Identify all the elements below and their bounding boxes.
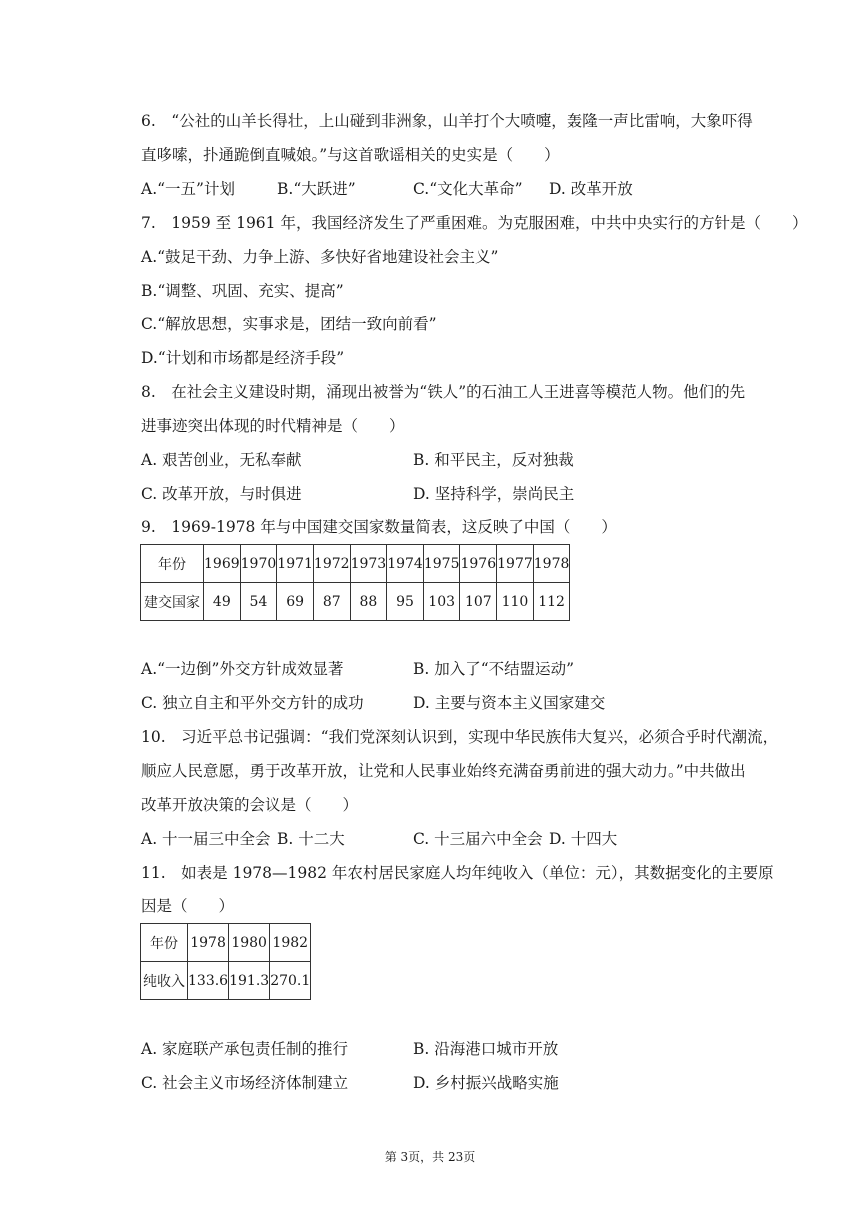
table-cell: 270.1: [270, 962, 311, 1000]
table-cell: 133.6: [188, 962, 229, 1000]
q7-option-a: A.“鼓足干劲、力争上游、多快好省地建设社会主义”: [141, 248, 499, 266]
table-header-cell: 1977: [497, 545, 534, 583]
q6-option-c: C.“文化大革命”: [413, 180, 523, 198]
table-header-cell: 1982: [270, 924, 311, 962]
q8-stem-line1: 8. 在社会主义建设时期，涌现出被誉为“铁人”的石油工人王进喜等模范人物。他们的先: [141, 383, 746, 401]
table-header-cell: 年份: [141, 545, 204, 583]
table-row: [141, 924, 311, 962]
table-row-label: 建交国家: [141, 583, 204, 621]
table-cell: 191.3: [229, 962, 270, 1000]
table-cell: 54: [240, 583, 277, 621]
q8-option-c: C. 改革开放，与时俱进: [141, 485, 302, 503]
q10-option-a: A. 十一届三中全会: [141, 830, 271, 848]
q10-stem-line3: 改革开放决策的会议是（ ）: [141, 796, 359, 814]
q6-option-d: D. 改革开放: [549, 180, 633, 198]
q11-table: [140, 923, 311, 1000]
table-row: [141, 583, 570, 621]
q7-option-b: B.“调整、巩固、充实、提高”: [141, 282, 344, 300]
table-header-cell: 1975: [423, 545, 460, 583]
q9-option-b: B. 加入了“不结盟运动”: [413, 660, 575, 678]
q6-stem-line2: 直哆嗦，扑通跪倒直喊娘。”与这首歌谣相关的史实是（ ）: [141, 146, 560, 164]
table-cell: 88: [350, 583, 387, 621]
q9-table: [140, 544, 570, 621]
table-cell: 107: [460, 583, 497, 621]
table-cell: 103: [423, 583, 460, 621]
table-row-label: 纯收入: [141, 962, 188, 1000]
q9-option-c: C. 独立自主和平外交方针的成功: [141, 694, 364, 712]
table-cell: 95: [387, 583, 424, 621]
table-header-cell: 年份: [141, 924, 188, 962]
page-number-footer: 第 3页，共 23页: [384, 1150, 476, 1164]
q10-stem-line2: 顺应人民意愿，勇于改革开放，让党和人民事业始终充满奋勇前进的强大动力。”中共做出: [141, 762, 746, 780]
table-cell: 49: [204, 583, 241, 621]
q6-stem-line1: 6. “公社的山羊长得壮，上山碰到非洲象，山羊打个大喷嚏，轰隆一声比雷响，大象吓得: [141, 112, 753, 130]
q11-option-d: D. 乡村振兴战略实施: [413, 1074, 559, 1092]
table-header-cell: 1980: [229, 924, 270, 962]
table-header-cell: 1970: [240, 545, 277, 583]
table-row: [141, 962, 311, 1000]
q8-option-b: B. 和平民主，反对独裁: [413, 451, 574, 469]
q11-option-a: A. 家庭联产承包责任制的推行: [141, 1040, 349, 1058]
table-header-cell: 1969: [204, 545, 241, 583]
q9-option-a: A.“一边倒”外交方针成效显著: [141, 660, 344, 678]
q11-stem-line2: 因是（ ）: [141, 897, 235, 915]
q11-option-c: C. 社会主义市场经济体制建立: [141, 1074, 349, 1092]
table-cell: 87: [313, 583, 350, 621]
q7-option-d: D.“计划和市场都是经济手段”: [141, 349, 345, 367]
q11-option-b: B. 沿海港口城市开放: [413, 1040, 559, 1058]
q11-stem-line1: 11. 如表是 1978—1982 年农村居民家庭人均年纯收入（单位：元），其数据变化的主要原: [141, 864, 774, 882]
q10-option-d: D. 十四大: [549, 830, 618, 848]
table-header-cell: 1976: [460, 545, 497, 583]
q7-option-c: C.“解放思想，实事求是，团结一致向前看”: [141, 315, 437, 333]
table-row: [141, 545, 570, 583]
q8-option-d: D. 坚持科学，崇尚民主: [413, 485, 575, 503]
q6-option-a: A.“一五”计划: [141, 180, 235, 198]
table-cell: 112: [533, 583, 570, 621]
q8-option-a: A. 艰苦创业，无私奉献: [141, 451, 302, 469]
table-cell: 69: [277, 583, 314, 621]
table-header-cell: 1974: [387, 545, 424, 583]
table-header-cell: 1973: [350, 545, 387, 583]
q10-option-c: C. 十三届六中全会: [413, 830, 543, 848]
q10-option-b: B. 十二大: [277, 830, 345, 848]
table-header-cell: 1978: [188, 924, 229, 962]
q8-stem-line2: 进事迹突出体现的时代精神是（ ）: [141, 417, 405, 435]
table-header-cell: 1971: [277, 545, 314, 583]
table-header-cell: 1978: [533, 545, 570, 583]
q6-option-b: B.“大跃进”: [277, 180, 356, 198]
q9-option-d: D. 主要与资本主义国家建交: [413, 694, 606, 712]
q9-stem-line1: 9. 1969-1978 年与中国建交国家数量简表，这反映了中国（ ）: [141, 518, 617, 536]
table-cell: 110: [497, 583, 534, 621]
q10-stem-line1: 10. 习近平总书记强调：“我们党深刻认识到，实现中华民族伟大复兴，必须合乎时代潮流，: [141, 728, 779, 746]
table-header-cell: 1972: [313, 545, 350, 583]
q7-stem-line1: 7. 1959 至 1961 年，我国经济发生了严重困难。为克服困难，中共中央实行的方针是（ ）: [141, 214, 808, 232]
